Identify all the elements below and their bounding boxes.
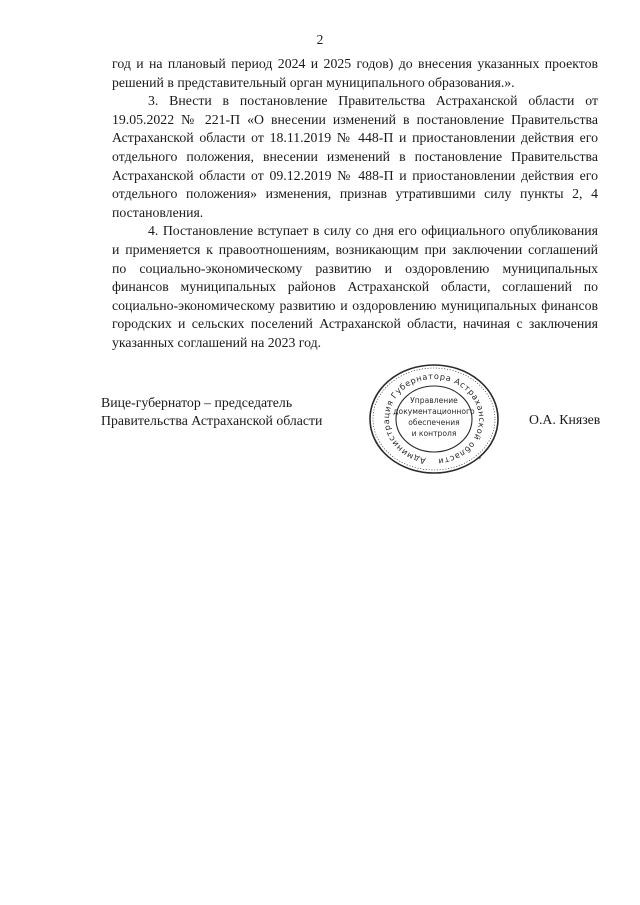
page-number: 2	[316, 32, 324, 47]
seal-center-line-2: документационного	[393, 407, 475, 416]
signatory-title	[101, 394, 322, 429]
official-seal	[367, 362, 501, 476]
seal-stamp-icon	[367, 362, 501, 476]
signatory-title-line-2: Правительства Астраханской области	[101, 412, 323, 428]
signatory-title-line-1: Вице-губернатор – председатель	[101, 395, 293, 410]
paragraph-3: 3. Внести в постановление Правительства Астраханской области от 19.05.2022 № 221-П «О внесении изменений в постановление Правительства Астраханской области от 18.11.2019 № 448-П и приостановлении действия его отдельного положения, внесении изменений в постановление Правительства Астраханской области от 09.12.2019 № 488-П и приостановлении действия его отдельного положения» изменения, признав утратившими силу пункты 2, 4 постановления.	[112, 93, 598, 220]
svg-text:*: *	[478, 455, 482, 463]
document-body	[112, 55, 598, 353]
seal-center-line-1: Управление	[410, 396, 458, 405]
paragraph-continuation: год и на плановый период 2024 и 2025 годов) до внесения указанных проектов решений в представительный орган муниципального образования.».	[112, 56, 598, 90]
seal-center-line-4: и контроля	[411, 429, 457, 438]
seal-center-line-3: обеспечения	[408, 418, 460, 427]
paragraph-4: 4. Постановление вступает в силу со дня его официального опубликования и применяется к правоотношениям, возникающим при заключении соглашений по социально-экономическому развитию и оздоровлению муниципальных финансов муниципальных районов Астраханской области, соглашений по социально-экономическому развитию и оздоровлению муниципальных финансов городских и сельских поселений Астраханской области, начиная с заключения указанных соглашений на 2023 год.	[112, 223, 598, 350]
seal-ring-text: Администрация Губернатора Астраханской области	[380, 370, 488, 467]
signatory-name: О.А. Князев	[529, 412, 601, 427]
